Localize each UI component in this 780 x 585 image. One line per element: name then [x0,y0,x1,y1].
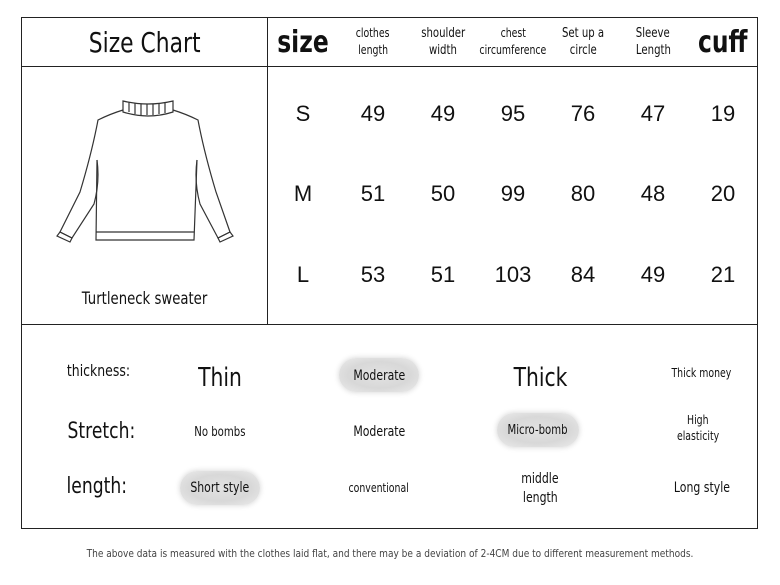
header-set-up-circle [548,18,618,66]
measurement-value: 19 [710,101,736,126]
option-text: High [687,413,709,427]
measurement-value: 48 [640,181,666,206]
header-text: chest [500,26,526,40]
size-label-cell [268,174,338,214]
thickness-option-thick-money [656,362,746,384]
header-chest [476,18,550,66]
measurement-value: 20 [710,181,736,206]
measurement-value: 47 [640,101,666,126]
measurement-cell [618,94,688,134]
measurement-cell [548,174,618,214]
measurement-cell [408,174,478,214]
measurement-value: 51 [430,262,456,287]
option-text: Thick [513,363,567,393]
length-option-conventional [339,476,419,500]
thickness-option-thin [180,360,260,396]
option-text: conventional [348,481,410,495]
measurement-note [0,547,780,560]
chart-title-cell [22,18,267,66]
length-label-cell [58,471,148,501]
measurement-value: 53 [360,262,386,287]
thickness-label-cell [58,358,140,382]
measurement-value: 84 [570,262,596,287]
option-text: Moderate [353,368,405,384]
measurement-value: 95 [500,101,526,126]
measurement-value: 99 [500,181,526,206]
header-text: length [358,43,388,57]
size-label: M [293,181,313,206]
measurement-cell [338,255,408,295]
header-shoulder-width [408,18,478,66]
measurement-cell [688,94,758,134]
measurement-value: 80 [570,181,596,206]
header-text: width [429,43,457,58]
header-clothes-length [338,18,408,66]
measurement-note-text: The above data is measured with the clothes laid flat, and there may be a deviation of 2-4CM due to different measurement methods. [86,547,694,560]
header-size-cell [268,18,338,66]
thickness-option-thick [500,360,580,396]
header-divider [22,66,757,67]
option-text: Micro-bomb [507,422,569,438]
size-label-cell [268,94,338,134]
measurement-cell [548,255,618,295]
stretch-option-high-elasticity [660,410,736,446]
header-sleeve-length [618,18,688,66]
header-text: Length [635,43,671,58]
option-text: Short style [190,480,250,496]
option-text: Long style [673,480,731,496]
measurement-value: 76 [570,101,596,126]
option-text: Thick money [671,366,731,380]
measurement-cell [478,255,548,295]
size-label: L [296,262,310,287]
length-option-long-style [660,476,744,500]
measurement-value: 103 [494,262,532,287]
stretch-option-micro-bomb [497,418,579,442]
measurement-value: 21 [710,262,736,287]
header-text: Sleeve [636,26,670,41]
header-size: size [277,24,329,60]
measurement-cell [548,94,618,134]
header-text: clothes [356,26,390,40]
chart-title: Size Chart [88,25,201,59]
size-label-cell [268,255,338,295]
header-text: circumference [479,43,547,57]
measurement-cell [688,255,758,295]
option-text: Thin [198,363,242,393]
header-cuff-cell [688,18,758,66]
header-text: circle [569,43,597,58]
measurement-cell [688,174,758,214]
section-divider [22,324,757,325]
option-text: Moderate [353,424,405,440]
measurement-cell [618,174,688,214]
stretch-option-no-bombs [180,420,260,444]
length-option-short-style [180,476,260,500]
length-option-middle-length [500,470,580,508]
stretch-label-cell [58,416,148,446]
option-text: No bombs [194,424,246,440]
measurement-cell [478,174,548,214]
length-label: length: [66,473,128,499]
measurement-cell [408,255,478,295]
measurement-value: 49 [360,101,386,126]
stretch-label: Stretch: [67,418,136,444]
product-caption: Turtleneck sweater [81,289,208,309]
option-text: length [522,490,558,506]
thickness-option-moderate [339,360,419,392]
header-text: shoulder [420,26,465,41]
measurement-value: 49 [640,262,666,287]
turtleneck-sweater-icon [50,92,240,252]
measurement-cell [338,174,408,214]
measurement-value: 49 [430,101,456,126]
measurement-cell [618,255,688,295]
header-cuff: cuff [698,24,748,60]
measurement-cell [478,94,548,134]
measurement-value: 50 [430,181,456,206]
option-text: middle [521,471,559,487]
stretch-option-moderate [339,420,419,444]
measurement-value: 51 [360,181,386,206]
measurement-cell [338,94,408,134]
thickness-label: thickness: [66,360,131,380]
product-caption-cell [22,286,267,312]
option-text: elasticity [676,429,720,443]
measurement-cell [408,94,478,134]
header-text: Set up a [561,26,605,41]
size-label: S [295,101,311,126]
